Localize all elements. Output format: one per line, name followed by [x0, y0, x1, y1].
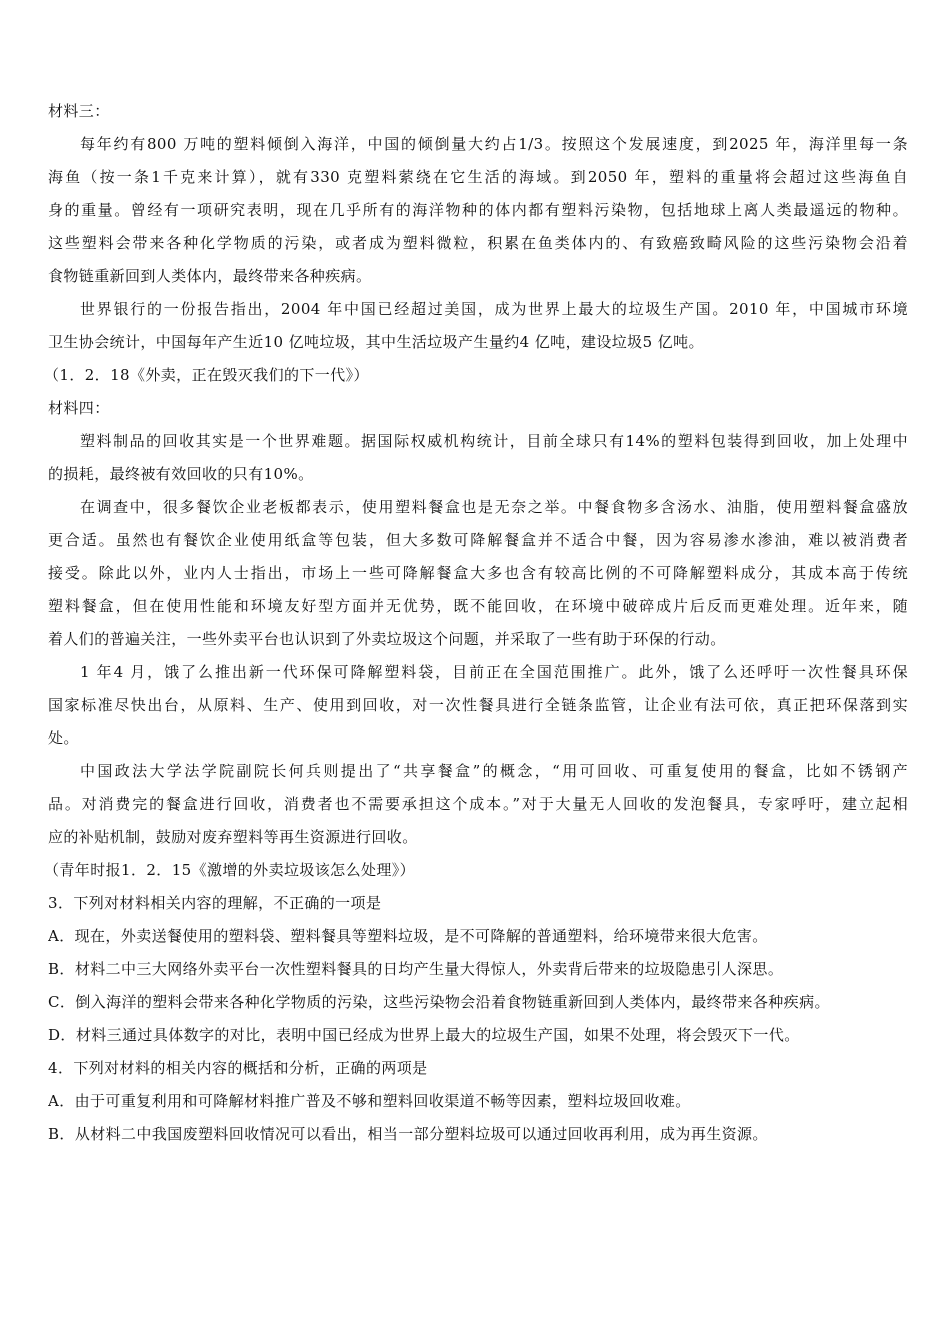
question-4-option-a: A．由于可重复利用和可降解材料推广普及不够和塑料回收渠道不畅等因素，塑料垃圾回收难。	[48, 1092, 691, 1110]
material3-p1-line: 食物链重新回到人类体内，最终带来各种疾病。	[48, 267, 372, 285]
material3-p1-line: 海鱼（按一条1千克来计算），就有330 克塑料萦绕在它生活的海域。到2050 年，塑料的重量将会超过这些海鱼自	[48, 168, 908, 186]
material3-heading: 材料三：	[48, 102, 110, 120]
material4-p1-line: 塑料制品的回收其实是一个世界难题。据国际权威机构统计，目前全球只有14%的塑料包装得到回收，加上处理中	[80, 432, 908, 450]
material4-p4-line: 应的补贴机制，鼓励对废弃塑料等再生资源进行回收。	[48, 828, 418, 846]
question-3-stem: 3．下列对材料相关内容的理解，不正确的一项是	[48, 894, 382, 912]
material4-p2-line: 在调查中，很多餐饮企业老板都表示，使用塑料餐盒也是无奈之举。中餐食物多含汤水、油脂，使用塑料餐盒盛放	[80, 498, 908, 516]
material4-p4-line: 中国政法大学法学院副院长何兵则提出了“共享餐盒”的概念，“用可回收、可重复使用的餐盒，比如不锈钢产	[80, 762, 908, 780]
material3-p1-line: 每年约有800 万吨的塑料倾倒入海洋，中国的倾倒量大约占1/3。按照这个发展速度，到2025 年，海洋里每一条	[80, 135, 908, 153]
material4-p2-line: 更合适。虽然也有餐饮企业使用纸盒等包装，但大多数可降解餐盒并不适合中餐，因为容易渗水渗油，难以被消费者	[48, 531, 908, 549]
material4-p2-line: 着人们的普遍关注，一些外卖平台也认识到了外卖垃圾这个问题，并采取了一些有助于环保的行动。	[48, 630, 726, 648]
material4-p3-line: 1 年4 月，饿了么推出新一代环保可降解塑料袋，目前正在全国范围推广。此外，饿了么还呼吁一次性餐具环保	[80, 663, 908, 681]
material3-p2-line: 卫生协会统计，中国每年产生近10 亿吨垃圾，其中生活垃圾产生量约4 亿吨，建设垃圾5 亿吨。	[48, 333, 704, 351]
material4-heading: 材料四：	[48, 399, 110, 417]
material4-p4-line: 品。对消费完的餐盒进行回收，消费者也不需要承担这个成本。”对于大量无人回收的发泡餐具，专家呼吁，建立起相	[48, 795, 908, 813]
material4-p2-line: 塑料餐盒，但在使用性能和环境友好型方面并无优势，既不能回收，在环境中破碎成片后反而更难处理。近年来，随	[48, 597, 908, 615]
material4-p3-line: 国家标准尽快出台，从原料、生产、使用到回收，对一次性餐具进行全链条监管，让企业有法可依，真正把环保落到实	[48, 696, 908, 714]
material3-p2-line: 世界银行的一份报告指出，2004 年中国已经超过美国，成为世界上最大的垃圾生产国。2010 年，中国城市环境	[80, 300, 908, 318]
material3-source: （1．2．18《外卖，正在毁灭我们的下一代》）	[44, 366, 369, 384]
material4-p1-line: 的损耗，最终被有效回收的只有10%。	[48, 465, 314, 483]
material4-source: （青年时报1．2．15《激增的外卖垃圾该怎么处理》）	[44, 861, 416, 879]
question-3-option-c: C．倒入海洋的塑料会带来各种化学物质的污染，这些污染物会沿着食物链重新回到人类体内，最终带来各种疾病。	[48, 993, 830, 1011]
question-3-option-d: D．材料三通过具体数字的对比，表明中国已经成为世界上最大的垃圾生产国，如果不处理，将会毁灭下一代。	[48, 1026, 800, 1044]
material4-p2-line: 接受。除此以外，业内人士指出，市场上一些可降解餐盒大多也含有较高比例的不可降解塑料成分，其成本高于传统	[48, 564, 908, 582]
question-3-option-b: B．材料二中三大网络外卖平台一次性塑料餐具的日均产生量大得惊人，外卖背后带来的垃圾隐患引人深思。	[48, 960, 784, 978]
question-4-stem: 4．下列对材料的相关内容的概括和分析，正确的两项是	[48, 1059, 428, 1077]
question-4-option-b: B．从材料二中我国废塑料回收情况可以看出，相当一部分塑料垃圾可以通过回收再利用，成为再生资源。	[48, 1125, 768, 1143]
material3-p1-line: 身的重量。曾经有一项研究表明，现在几乎所有的海洋物种的体内都有塑料污染物，包括地球上离人类最遥远的物种。	[48, 201, 908, 219]
material3-p1-line: 这些塑料会带来各种化学物质的污染，或者成为塑料微粒，积累在鱼类体内的、有致癌致畸风险的这些污染物会沿着	[48, 234, 908, 252]
material4-p3-line: 处。	[48, 729, 79, 747]
question-3-option-a: A．现在，外卖送餐使用的塑料袋、塑料餐具等塑料垃圾，是不可降解的普通塑料，给环境带来很大危害。	[48, 927, 768, 945]
